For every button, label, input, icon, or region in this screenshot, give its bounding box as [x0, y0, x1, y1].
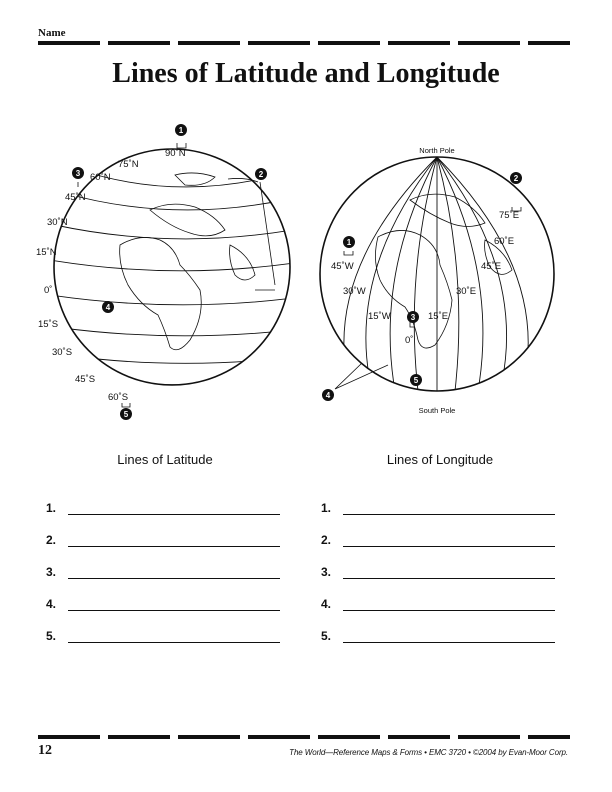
latitude-answer-5 — [46, 611, 280, 643]
answer-number: 3. — [321, 565, 332, 579]
lon-label-30w: 30˚W — [343, 286, 366, 297]
latitude-answers-heading: Lines of Latitude — [117, 452, 213, 467]
globes-illustration — [0, 115, 612, 435]
longitude-answers-heading: Lines of Longitude — [386, 452, 494, 467]
longitude-answer-line-1[interactable] — [343, 501, 555, 515]
longitude-answer-1 — [321, 483, 555, 515]
lon-label-0: 0˚ — [405, 335, 414, 346]
longitude-globe — [320, 157, 554, 391]
lon-label-15w: 15˚W — [368, 311, 391, 322]
bottom-rule — [38, 735, 570, 739]
lon-label-75e: 75˚E — [499, 210, 520, 221]
lat-label-15n: 15˚N — [36, 247, 57, 258]
svg-text:4: 4 — [325, 391, 331, 400]
latitude-answer-line-1[interactable] — [68, 501, 280, 515]
top-rule — [38, 41, 570, 45]
lat-badge-3 — [72, 167, 84, 179]
answer-number: 3. — [46, 565, 57, 579]
lon-badge-1 — [343, 236, 355, 248]
lon-badge-3 — [407, 311, 419, 323]
lat-badge-4 — [102, 301, 114, 313]
latitude-globe — [50, 149, 294, 385]
longitude-answer-list — [321, 483, 555, 643]
svg-text:5: 5 — [413, 376, 419, 385]
latitude-answer-2 — [46, 515, 280, 547]
answer-number: 5. — [46, 629, 57, 643]
latitude-answer-line-2[interactable] — [68, 533, 280, 547]
lat-label-15s: 15˚S — [38, 319, 59, 330]
answer-number: 1. — [46, 501, 57, 515]
answer-number: 2. — [46, 533, 57, 547]
lat-badge-1 — [175, 124, 187, 136]
svg-text:1: 1 — [346, 238, 352, 247]
answer-number: 4. — [46, 597, 57, 611]
lat-label-0: 0˚ — [44, 285, 53, 296]
north-pole-label: North Pole — [419, 146, 455, 155]
lon-label-30e: 30˚E — [456, 286, 477, 297]
lat-badge-5 — [120, 408, 132, 420]
longitude-answer-line-2[interactable] — [343, 533, 555, 547]
svg-text:5: 5 — [123, 410, 129, 419]
latitude-answer-line-4[interactable] — [68, 597, 280, 611]
longitude-answer-4 — [321, 579, 555, 611]
lat-label-60n: 60˚N — [90, 172, 111, 183]
lon-badge-2 — [510, 172, 522, 184]
answer-number: 2. — [321, 533, 332, 547]
answer-number: 5. — [321, 629, 332, 643]
lat-label-45s: 45˚S — [75, 374, 96, 385]
lon-label-60e: 60˚E — [494, 236, 515, 247]
lon-badge-4 — [322, 389, 334, 401]
south-pole-label: South Pole — [418, 406, 456, 415]
lon-label-15e: 15˚E — [428, 311, 449, 322]
svg-text:2: 2 — [513, 174, 519, 183]
svg-text:2: 2 — [258, 170, 264, 179]
lon-badge-5 — [410, 374, 422, 386]
lat-label-45n: 45˚N — [65, 192, 86, 203]
lat-label-30s: 30˚S — [52, 347, 73, 358]
page-title: Lines of Latitude and Longitude — [112, 58, 500, 89]
longitude-answer-2 — [321, 515, 555, 547]
latitude-answer-line-3[interactable] — [68, 565, 280, 579]
lat-label-60s: 60˚S — [108, 392, 129, 403]
latitude-answer-line-5[interactable] — [68, 629, 280, 643]
lat-label-90n: 90˚N — [165, 148, 186, 159]
longitude-answer-line-3[interactable] — [343, 565, 555, 579]
longitude-answer-line-4[interactable] — [343, 597, 555, 611]
lat-label-75n: 75˚N — [118, 159, 139, 170]
lat-label-30n: 30˚N — [47, 217, 68, 228]
svg-text:3: 3 — [410, 313, 416, 322]
longitude-answer-5 — [321, 611, 555, 643]
lon-label-45w: 45˚W — [331, 261, 354, 272]
footer-credit: The World—Reference Maps & Forms • EMC 3720 • ©2004 by Evan-Moor Corp. — [289, 748, 568, 757]
answer-number: 1. — [321, 501, 332, 515]
lon-label-45e: 45˚E — [481, 261, 502, 272]
svg-text:3: 3 — [75, 169, 81, 178]
longitude-answer-line-5[interactable] — [343, 629, 555, 643]
latitude-answer-list — [46, 483, 280, 643]
page-number: 12 — [38, 743, 52, 758]
name-label: Name — [38, 27, 66, 39]
lat-badge-2 — [255, 168, 267, 180]
svg-text:4: 4 — [105, 303, 111, 312]
answer-number: 4. — [321, 597, 332, 611]
latitude-answer-3 — [46, 547, 280, 579]
svg-text:1: 1 — [178, 126, 184, 135]
latitude-answer-4 — [46, 579, 280, 611]
longitude-answer-3 — [321, 547, 555, 579]
latitude-answer-1 — [46, 483, 280, 515]
